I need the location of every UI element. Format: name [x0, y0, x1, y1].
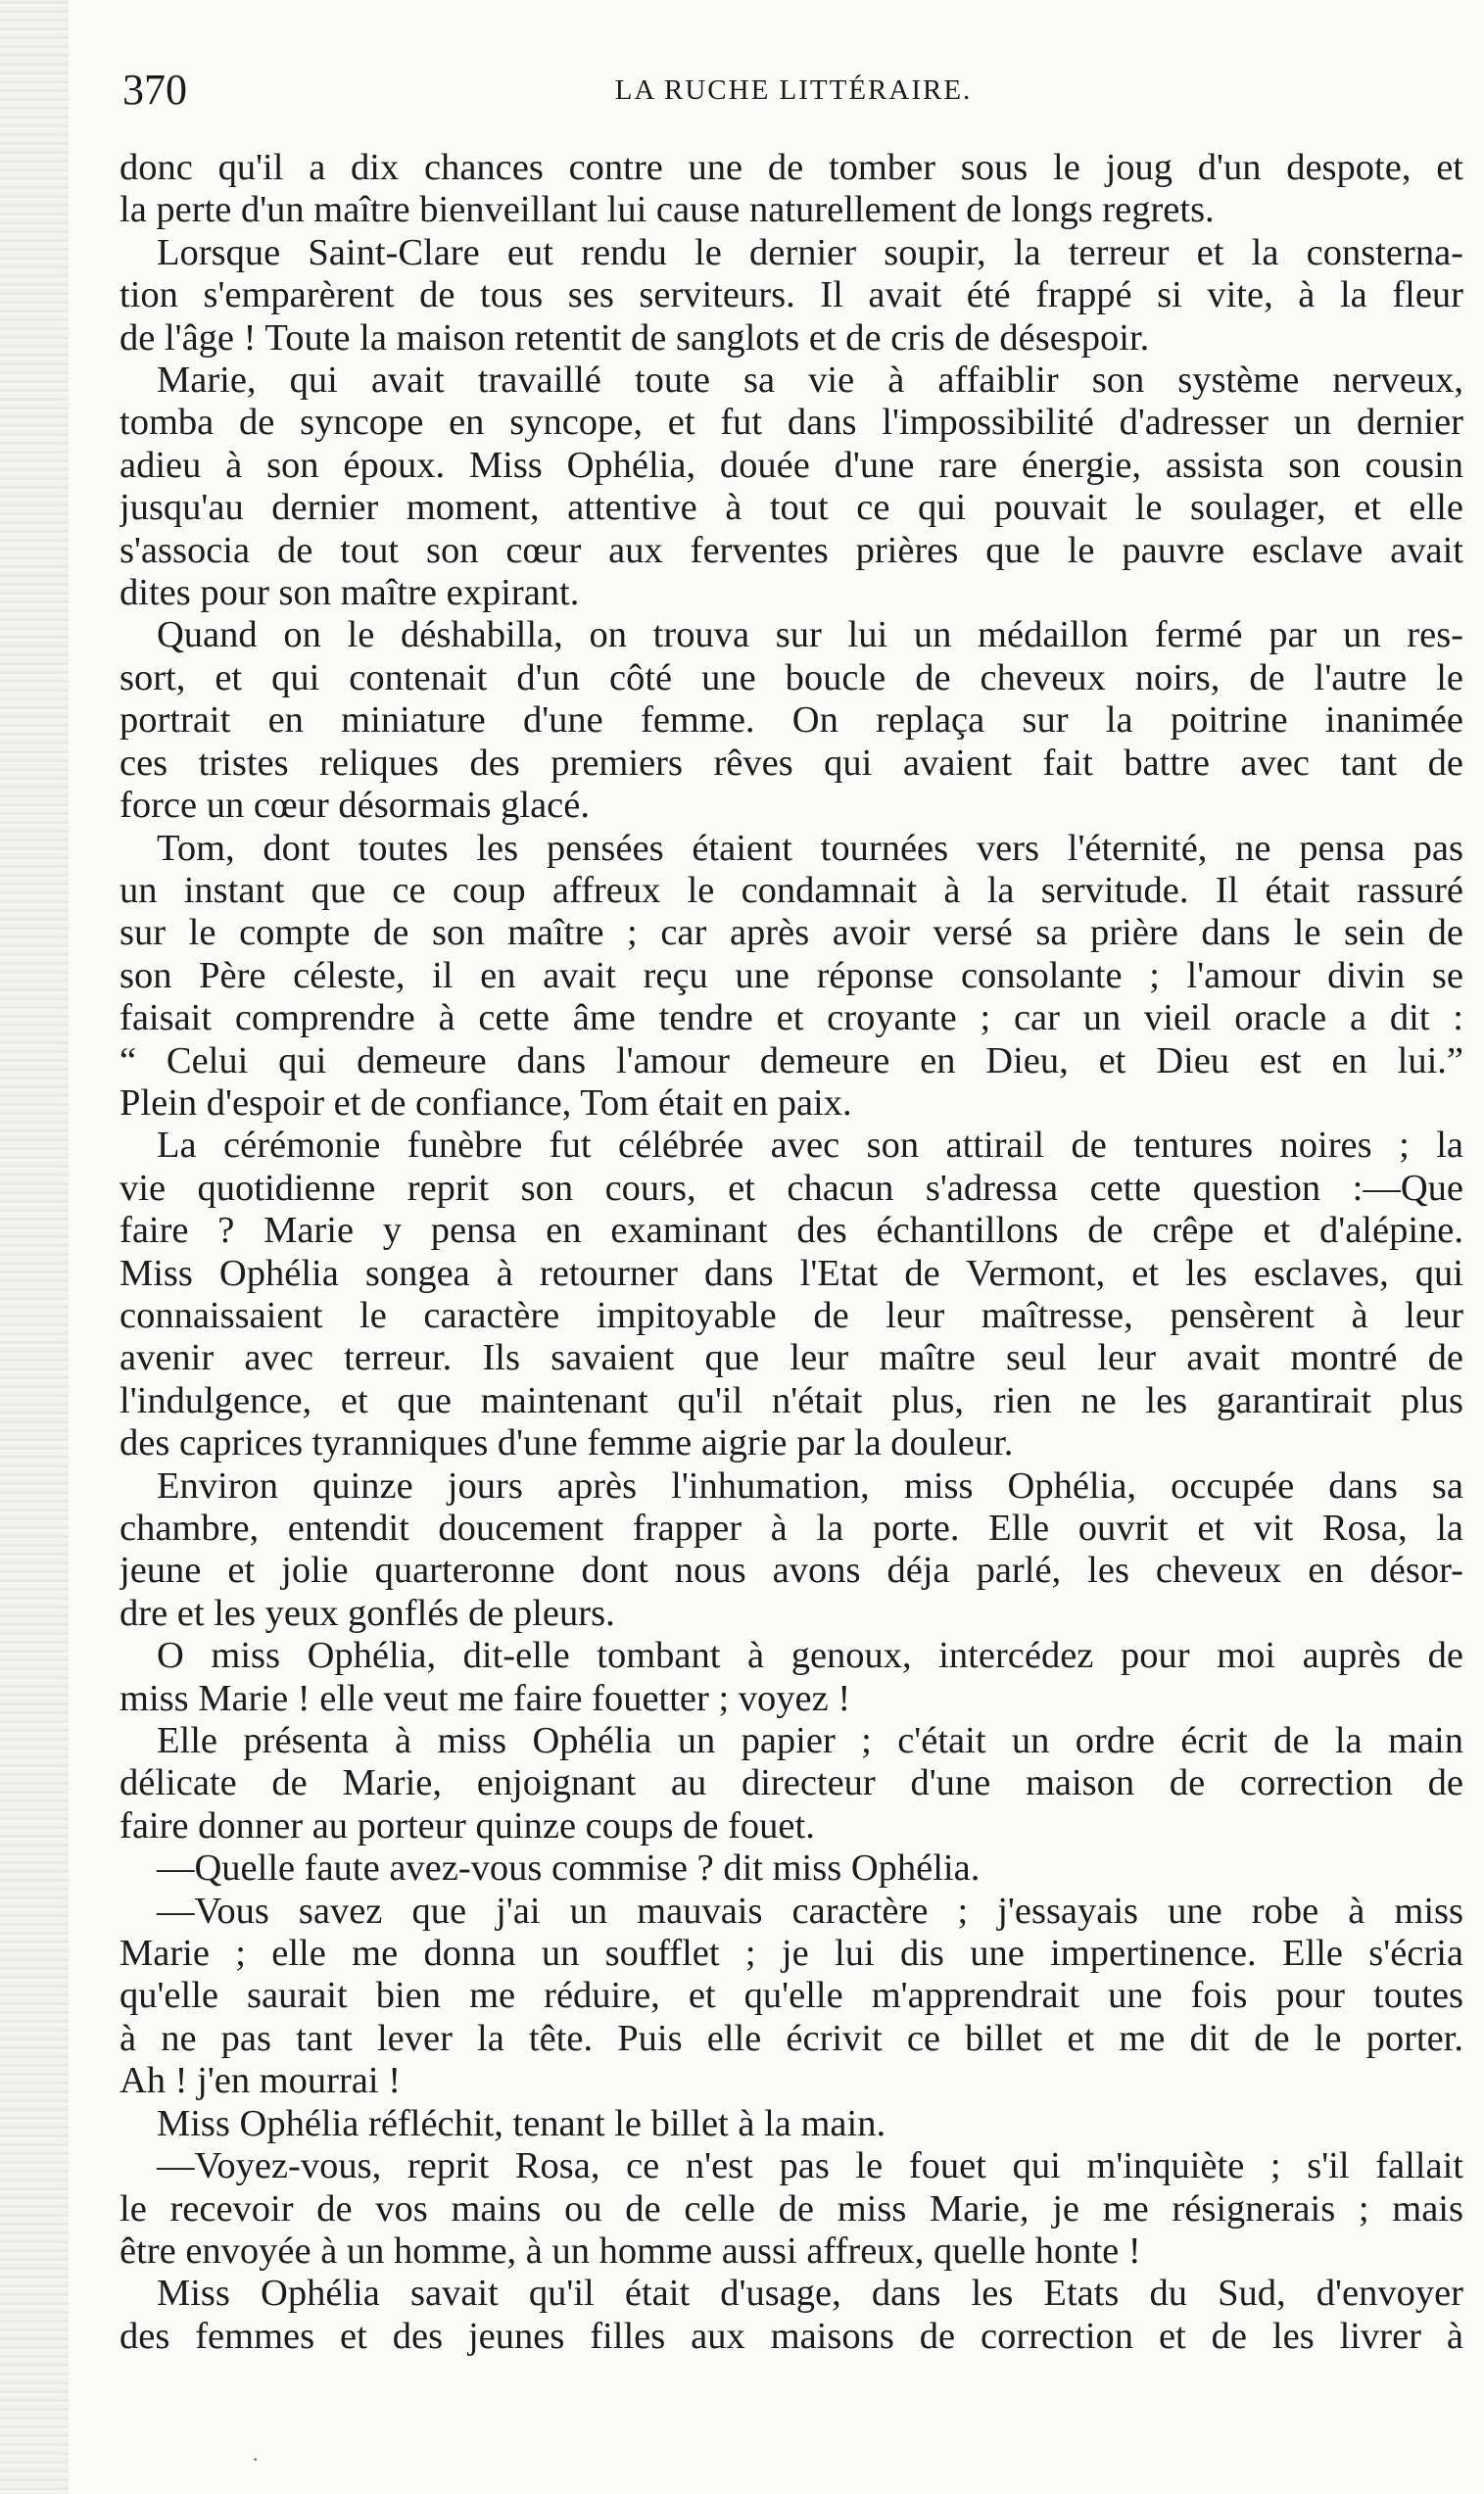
body-text — [120, 147, 1463, 2358]
text-line: faire donner au porteur quinze coups de fouet. — [120, 1804, 815, 1847]
text-line: —Voyez-vous, reprit Rosa, ce n'est pas le fouet qui m'inquiète ; s'il fallait — [157, 2145, 1463, 2187]
page-number: 370 — [122, 66, 187, 114]
text-line: chambre, entendit doucement frapper à la porte. Elle ouvrit et vit Rosa, la — [120, 1508, 1463, 1549]
text-line: Miss Ophélia songea à retourner dans l'Etat de Vermont, et les esclaves, qui — [120, 1252, 1463, 1294]
text-line: le recevoir de vos mains ou de celle de miss Marie, je me résignerais ; mais — [120, 2187, 1463, 2230]
text-line: Marie ; elle me donna un soufflet ; je lui dis une impertinence. Elle s'écria — [120, 1933, 1463, 1975]
text-line: Environ quinze jours après l'inhumation, miss Ophélia, occupée dans sa — [157, 1464, 1463, 1507]
text-line: “ Celui qui demeure dans l'amour demeure en Dieu, et Dieu est en lui.” — [120, 1039, 1463, 1081]
text-line: Ah ! j'en mourrai ! — [120, 2060, 402, 2102]
text-line: qu'elle saurait bien me réduire, et qu'elle m'apprendrait une fois pour toutes — [120, 1975, 1463, 2017]
text-line: miss Marie ! elle veut me faire fouetter ; voyez ! — [120, 1677, 851, 1719]
text-line: Marie, qui avait travaillé toute sa vie à affaiblir son système nerveux, — [157, 360, 1463, 402]
text-line: des caprices tyranniques d'une femme aigrie par la douleur. — [120, 1422, 1014, 1464]
text-line: délicate de Marie, enjoignant au directeur d'une maison de correction de — [120, 1762, 1463, 1804]
text-line: Quand on le déshabilla, on trouva sur lui un médaillon fermé par un res- — [157, 614, 1463, 656]
text-line: dre et les yeux gonflés de pleurs. — [120, 1592, 615, 1634]
running-title: LA RUCHE LITTÉRAIRE. — [614, 74, 973, 106]
text-line: Miss Ophélia réfléchit, tenant le billet à la main. — [157, 2102, 886, 2144]
text-line: sort, et qui contenait d'un côté une boucle de cheveux noirs, de l'autre le — [120, 656, 1463, 698]
text-line: portrait en miniature d'une femme. On replaça sur la poitrine inanimée — [120, 699, 1463, 742]
text-line: à ne pas tant lever la tête. Puis elle écrivit ce billet et me dit de le porter. — [120, 2017, 1463, 2059]
text-line: Miss Ophélia savait qu'il était d'usage, dans les Etats du Sud, d'envoyer — [157, 2273, 1463, 2315]
text-line: O miss Ophélia, dit-elle tombant à genoux, intercédez pour moi auprès de — [157, 1635, 1463, 1677]
text-line: la perte d'un maître bienveillant lui cause naturellement de longs regrets. — [120, 189, 1215, 231]
text-line: son Père céleste, il en avait reçu une réponse consolante ; l'amour divin se — [120, 954, 1463, 996]
text-line: donc qu'il a dix chances contre une de tomber sous le joug d'un despote, et — [120, 147, 1463, 188]
text-line: Lorsque Saint-Clare eut rendu le dernier soupir, la terreur et la consterna- — [157, 231, 1463, 273]
text-line: jeune et jolie quarteronne dont nous avons déja parlé, les cheveux en désor- — [120, 1550, 1463, 1592]
text-line: des femmes et des jeunes filles aux maisons de correction et de les livrer à — [120, 2315, 1463, 2357]
text-line: faire ? Marie y pensa en examinant des échantillons de crêpe et d'alépine. — [120, 1210, 1463, 1252]
text-line: avenir avec terreur. Ils savaient que leur maître seul leur avait montré de — [120, 1337, 1463, 1379]
text-line: adieu à son époux. Miss Ophélia, douée d'une rare énergie, assista son cousin — [120, 444, 1463, 486]
text-line: jusqu'au dernier moment, attentive à tout ce qui pouvait le soulager, et elle — [120, 487, 1463, 529]
text-line: tomba de syncope en syncope, et fut dans l'impossibilité d'adresser un dernier — [120, 402, 1463, 444]
text-line: —Vous savez que j'ai un mauvais caractère ; j'essayais une robe à miss — [157, 1890, 1463, 1932]
text-line: Elle présenta à miss Ophélia un papier ; c'était un ordre écrit de la main — [157, 1720, 1463, 1762]
text-line: sur le compte de son maître ; car après avoir versé sa prière dans le sein de — [120, 912, 1463, 954]
text-line: ces tristes reliques des premiers rêves qui avaient fait battre avec tant de — [120, 742, 1463, 784]
text-line: vie quotidienne reprit son cours, et chacun s'adressa cette question :—Que — [120, 1167, 1463, 1209]
page-header — [122, 61, 1464, 120]
text-line: La cérémonie funèbre fut célébrée avec son attirail de tentures noires ; la — [157, 1125, 1463, 1167]
text-line: l'indulgence, et que maintenant qu'il n'était plus, rien ne les garantirait plus — [120, 1379, 1463, 1421]
text-line: s'associa de tout son cœur aux ferventes prières que le pauvre esclave avait — [120, 529, 1463, 571]
text-line: faisait comprendre à cette âme tendre et croyante ; car un vieil oracle a dit : — [120, 997, 1463, 1039]
footer-mark: . — [253, 2441, 259, 2466]
text-line: Tom, dont toutes les pensées étaient tournées vers l'éternité, ne pensa pas — [157, 827, 1463, 869]
text-line: dites pour son maître expirant. — [120, 572, 580, 614]
page-edge-shadow — [0, 0, 69, 2494]
text-line: tion s'emparèrent de tous ses serviteurs. Il avait été frappé si vite, à la fleur — [120, 274, 1463, 316]
text-line: un instant que ce coup affreux le condamnait à la servitude. Il était rassuré — [120, 869, 1463, 911]
text-line: force un cœur désormais glacé. — [120, 785, 590, 827]
text-line: être envoyée à un homme, à un homme aussi affreux, quelle honte ! — [120, 2230, 1141, 2272]
text-line: connaissaient le caractère impitoyable de leur maîtresse, pensèrent à leur — [120, 1294, 1463, 1336]
text-line: de l'âge ! Toute la maison retentit de sanglots et de cris de désespoir. — [120, 316, 1150, 359]
text-line: Plein d'espoir et de confiance, Tom était en paix. — [120, 1081, 852, 1124]
text-line: —Quelle faute avez-vous commise ? dit miss Ophélia. — [157, 1847, 981, 1890]
